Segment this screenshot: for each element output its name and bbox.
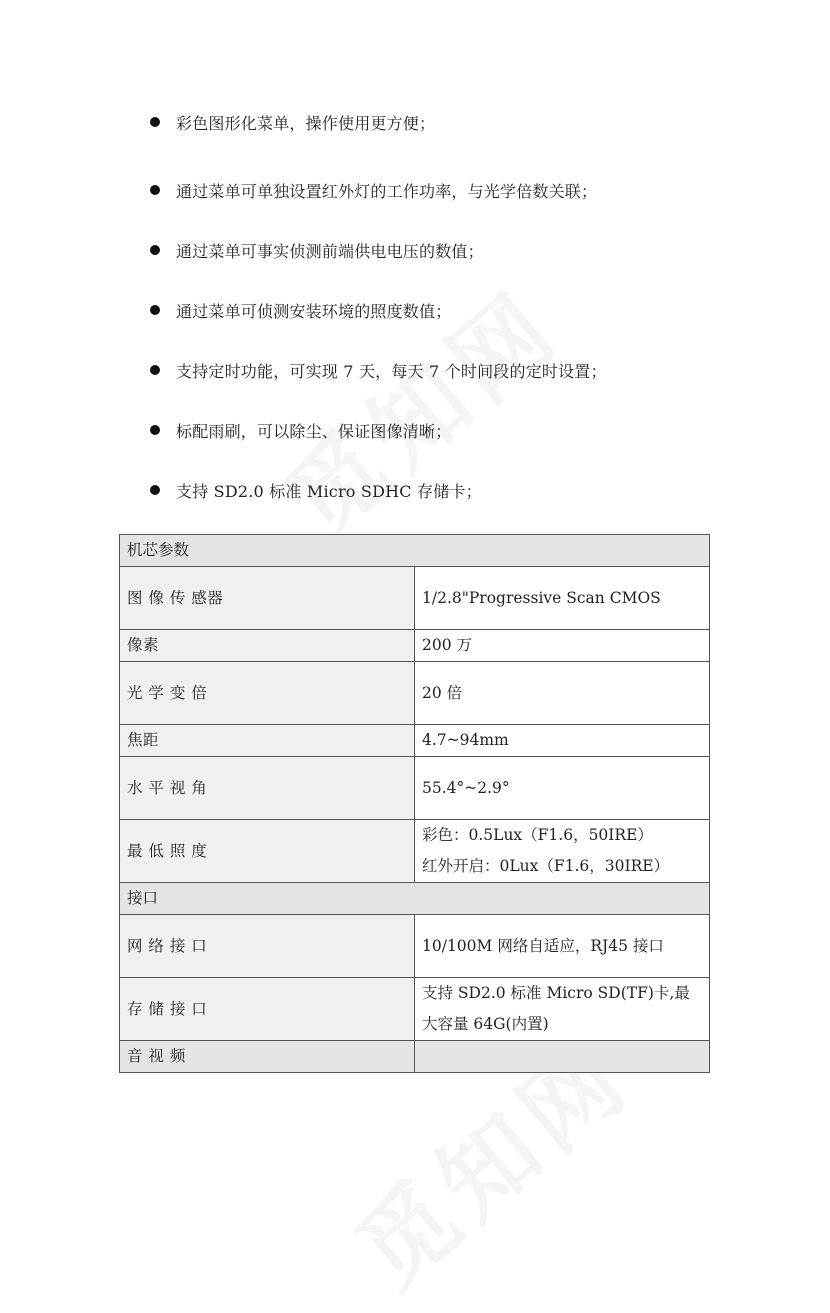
list-item: 通过菜单可单独设置红外灯的工作功率，与光学倍数关联；: [150, 160, 770, 220]
spec-value: 10/100M 网络自适应，RJ45 接口: [415, 915, 710, 978]
table-row: [120, 725, 710, 757]
spec-key: 存 储 接 口: [120, 978, 415, 1041]
spec-value: [415, 1041, 710, 1073]
spec-value-line: 彩色：0.5Lux（F1.6，50IRE）: [422, 826, 653, 844]
bullet-dot-icon: [150, 365, 160, 375]
spec-value: 20 倍: [415, 662, 710, 725]
table-row: [120, 567, 710, 630]
spec-key: 水 平 视 角: [120, 757, 415, 820]
table-row: [120, 978, 710, 1041]
table-section-row: [120, 535, 710, 567]
list-item: 支持定时功能，可实现 7 天，每天 7 个时间段的定时设置；: [150, 340, 770, 400]
spec-table: [119, 534, 710, 1073]
spec-key: 图 像 传 感器: [120, 567, 415, 630]
section-title-core: 机芯参数: [120, 535, 710, 567]
table-row: [120, 757, 710, 820]
bullet-dot-icon: [150, 305, 160, 315]
list-item: 彩色图形化菜单，操作使用更方便；: [150, 92, 770, 152]
spec-key: 焦距: [120, 725, 415, 757]
table-row: [120, 915, 710, 978]
bullet-dot-icon: [150, 485, 160, 495]
spec-value: 4.7~94mm: [415, 725, 710, 757]
bullet-dot-icon: [150, 117, 160, 127]
spec-key: 像素: [120, 630, 415, 662]
spec-value: 支持 SD2.0 标准 Micro SD(TF)卡,最大容量 64G(内置): [415, 978, 710, 1041]
spec-value: 55.4°~2.9°: [415, 757, 710, 820]
table-row: [120, 1041, 710, 1073]
spec-key: 音 视 频: [120, 1041, 415, 1073]
spec-value: [415, 820, 710, 883]
spec-value: 200 万: [415, 630, 710, 662]
spec-key: 光 学 变 倍: [120, 662, 415, 725]
table-section-row: [120, 883, 710, 915]
spec-key: 网 络 接 口: [120, 915, 415, 978]
list-item: 支持 SD2.0 标准 Micro SDHC 存储卡；: [150, 460, 770, 520]
list-item: 标配雨刷，可以除尘、保证图像清晰；: [150, 400, 770, 460]
list-item: 通过菜单可侦测安装环境的照度数值；: [150, 280, 770, 340]
table-row: [120, 662, 710, 725]
spec-value-line: 红外开启：0Lux（F1.6，30IRE）: [422, 857, 670, 875]
list-item: 通过菜单可事实侦测前端供电电压的数值；: [150, 220, 770, 280]
bullet-dot-icon: [150, 245, 160, 255]
bullet-dot-icon: [150, 185, 160, 195]
feature-list: [150, 100, 770, 520]
table-row: [120, 820, 710, 883]
table-row: [120, 630, 710, 662]
bullet-dot-icon: [150, 425, 160, 435]
spec-value: 1/2.8"Progressive Scan CMOS: [415, 567, 710, 630]
section-title-interface: 接口: [120, 883, 710, 915]
spec-key: 最 低 照 度: [120, 820, 415, 883]
